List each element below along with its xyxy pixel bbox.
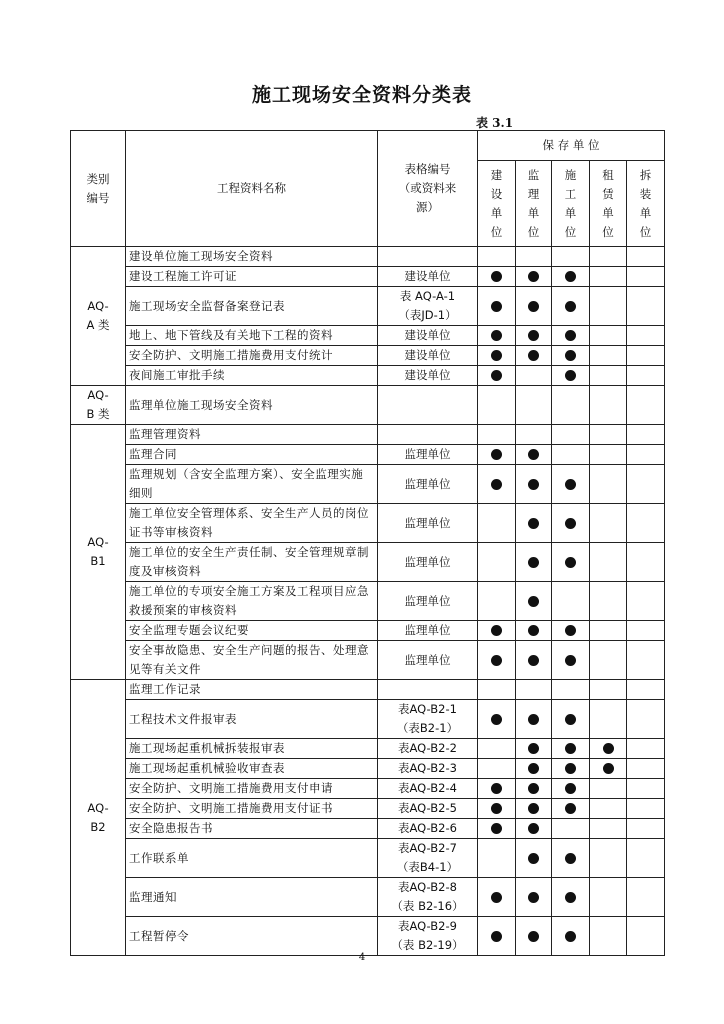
filled-circle-icon xyxy=(565,271,576,282)
filled-circle-icon xyxy=(491,803,502,814)
page-number: 4 xyxy=(358,952,366,963)
keep-unit-dismantle xyxy=(627,247,665,267)
filled-circle-icon xyxy=(565,350,576,361)
keep-unit-dismantle xyxy=(627,819,665,839)
item-name: 施工现场起重机械验收审查表 xyxy=(126,759,378,779)
keep-unit-build xyxy=(478,445,516,465)
keep-unit-construct xyxy=(552,739,590,759)
filled-circle-icon xyxy=(491,655,502,666)
keep-unit-construct xyxy=(552,247,590,267)
keep-unit-dismantle xyxy=(627,641,665,680)
keep-unit-supervise xyxy=(516,465,552,504)
keep-unit-construct xyxy=(552,641,590,680)
filled-circle-icon xyxy=(528,853,539,864)
filled-circle-icon xyxy=(603,743,614,754)
keep-unit-lease xyxy=(590,425,627,445)
keep-unit-supervise xyxy=(516,759,552,779)
keep-unit-dismantle xyxy=(627,425,665,445)
item-name: 施工单位的专项安全施工方案及工程项目应急救援预案的审核资料 xyxy=(126,582,378,621)
form-code: 监理单位 xyxy=(378,641,478,680)
item-name: 监理合同 xyxy=(126,445,378,465)
table-row xyxy=(71,799,665,819)
keep-unit-build xyxy=(478,641,516,680)
keep-unit-build xyxy=(478,799,516,819)
keep-unit-build xyxy=(478,267,516,287)
form-code: 表AQ-B2-9 （表 B2-19） xyxy=(378,917,478,956)
filled-circle-icon xyxy=(528,625,539,636)
keep-unit-supervise xyxy=(516,445,552,465)
table-row xyxy=(71,759,665,779)
keep-unit-lease xyxy=(590,759,627,779)
table-row xyxy=(71,267,665,287)
header-unit-supervise: 监 理 单 位 xyxy=(516,161,552,247)
filled-circle-icon xyxy=(528,596,539,607)
keep-unit-construct xyxy=(552,621,590,641)
table-row xyxy=(71,504,665,543)
keep-unit-supervise xyxy=(516,739,552,759)
form-code: 监理单位 xyxy=(378,465,478,504)
keep-unit-lease xyxy=(590,386,627,425)
keep-unit-build xyxy=(478,819,516,839)
keep-unit-lease xyxy=(590,543,627,582)
filled-circle-icon xyxy=(565,625,576,636)
keep-unit-build xyxy=(478,366,516,386)
keep-unit-dismantle xyxy=(627,582,665,621)
keep-unit-supervise xyxy=(516,326,552,346)
filled-circle-icon xyxy=(491,823,502,834)
category-cell: AQ- B 类 xyxy=(71,386,126,425)
form-code: 表AQ-B2-6 xyxy=(378,819,478,839)
form-code: 表AQ-B2-7 （表B4-1） xyxy=(378,839,478,878)
keep-unit-construct xyxy=(552,465,590,504)
item-name: 工作联系单 xyxy=(126,839,378,878)
header-keep-unit: 保 存 单 位 xyxy=(478,131,665,161)
item-name: 工程技术文件报审表 xyxy=(126,700,378,739)
filled-circle-icon xyxy=(491,714,502,725)
item-name: 建设单位施工现场安全资料 xyxy=(126,247,378,267)
keep-unit-build xyxy=(478,425,516,445)
item-name: 监理工作记录 xyxy=(126,680,378,700)
keep-unit-lease xyxy=(590,819,627,839)
filled-circle-icon xyxy=(491,479,502,490)
keep-unit-construct xyxy=(552,799,590,819)
keep-unit-construct xyxy=(552,700,590,739)
keep-unit-lease xyxy=(590,346,627,366)
document-title: 施工现场安全资料分类表 xyxy=(251,84,472,106)
table-row xyxy=(71,641,665,680)
filled-circle-icon xyxy=(528,892,539,903)
filled-circle-icon xyxy=(528,449,539,460)
keep-unit-construct xyxy=(552,267,590,287)
item-name: 施工单位的安全生产责任制、安全管理规章制度及审核资料 xyxy=(126,543,378,582)
table-row xyxy=(71,465,665,504)
filled-circle-icon xyxy=(491,931,502,942)
keep-unit-build xyxy=(478,839,516,878)
keep-unit-lease xyxy=(590,799,627,819)
form-code: 表AQ-B2-1 （表B2-1） xyxy=(378,700,478,739)
keep-unit-lease xyxy=(590,287,627,326)
keep-unit-dismantle xyxy=(627,267,665,287)
keep-unit-dismantle xyxy=(627,878,665,917)
item-name: 施工现场起重机械拆装报审表 xyxy=(126,739,378,759)
keep-unit-supervise xyxy=(516,700,552,739)
keep-unit-construct xyxy=(552,819,590,839)
header-unit-lease: 租 赁 单 位 xyxy=(590,161,627,247)
keep-unit-lease xyxy=(590,839,627,878)
form-code: 监理单位 xyxy=(378,582,478,621)
filled-circle-icon xyxy=(491,625,502,636)
filled-circle-icon xyxy=(491,370,502,381)
keep-unit-construct xyxy=(552,759,590,779)
keep-unit-build xyxy=(478,247,516,267)
item-name: 监理管理资料 xyxy=(126,425,378,445)
header-category: 类别 编号 xyxy=(71,131,126,247)
keep-unit-supervise xyxy=(516,839,552,878)
table-row xyxy=(71,917,665,956)
item-name: 夜间施工审批手续 xyxy=(126,366,378,386)
filled-circle-icon xyxy=(528,743,539,754)
keep-unit-lease xyxy=(590,267,627,287)
keep-unit-supervise xyxy=(516,582,552,621)
filled-circle-icon xyxy=(528,714,539,725)
table-number: 表 3.1 xyxy=(476,116,514,130)
keep-unit-lease xyxy=(590,641,627,680)
keep-unit-dismantle xyxy=(627,917,665,956)
header-unit-dismantle: 拆 装 单 位 xyxy=(627,161,665,247)
form-code: 监理单位 xyxy=(378,543,478,582)
item-name: 施工单位安全管理体系、安全生产人员的岗位证书等审核资料 xyxy=(126,504,378,543)
form-code: 表AQ-B2-5 xyxy=(378,799,478,819)
keep-unit-build xyxy=(478,346,516,366)
category-cell: AQ- B2 xyxy=(71,680,126,956)
keep-unit-dismantle xyxy=(627,839,665,878)
item-name: 地上、地下管线及有关地下工程的资料 xyxy=(126,326,378,346)
safety-data-classification-table xyxy=(70,130,665,956)
keep-unit-build xyxy=(478,759,516,779)
table-row xyxy=(71,739,665,759)
keep-unit-build xyxy=(478,326,516,346)
keep-unit-supervise xyxy=(516,799,552,819)
filled-circle-icon xyxy=(565,301,576,312)
keep-unit-dismantle xyxy=(627,287,665,326)
keep-unit-supervise xyxy=(516,366,552,386)
keep-unit-construct xyxy=(552,582,590,621)
table-row xyxy=(71,543,665,582)
form-code: 表AQ-B2-4 xyxy=(378,779,478,799)
header-unit-build: 建 设 单 位 xyxy=(478,161,516,247)
keep-unit-build xyxy=(478,543,516,582)
keep-unit-dismantle xyxy=(627,621,665,641)
filled-circle-icon xyxy=(565,518,576,529)
keep-unit-supervise xyxy=(516,386,552,425)
keep-unit-build xyxy=(478,621,516,641)
keep-unit-build xyxy=(478,917,516,956)
item-name: 监理规划（含安全监理方案）、安全监理实施细则 xyxy=(126,465,378,504)
header-unit-construct: 施 工 单 位 xyxy=(552,161,590,247)
filled-circle-icon xyxy=(528,823,539,834)
filled-circle-icon xyxy=(565,714,576,725)
table-row xyxy=(71,779,665,799)
form-code xyxy=(378,386,478,425)
keep-unit-lease xyxy=(590,247,627,267)
keep-unit-lease xyxy=(590,326,627,346)
keep-unit-supervise xyxy=(516,543,552,582)
keep-unit-construct xyxy=(552,839,590,878)
keep-unit-construct xyxy=(552,917,590,956)
keep-unit-lease xyxy=(590,779,627,799)
filled-circle-icon xyxy=(491,330,502,341)
filled-circle-icon xyxy=(491,449,502,460)
header-name: 工程资料名称 xyxy=(126,131,378,247)
item-name: 施工现场安全监督备案登记表 xyxy=(126,287,378,326)
filled-circle-icon xyxy=(528,271,539,282)
keep-unit-lease xyxy=(590,680,627,700)
filled-circle-icon xyxy=(565,783,576,794)
keep-unit-supervise xyxy=(516,878,552,917)
keep-unit-build xyxy=(478,779,516,799)
table-row xyxy=(71,839,665,878)
filled-circle-icon xyxy=(491,892,502,903)
form-code: 建设单位 xyxy=(378,366,478,386)
form-code: 监理单位 xyxy=(378,504,478,543)
keep-unit-supervise xyxy=(516,641,552,680)
table-row xyxy=(71,326,665,346)
keep-unit-build xyxy=(478,386,516,425)
item-name: 工程暂停令 xyxy=(126,917,378,956)
keep-unit-dismantle xyxy=(627,779,665,799)
keep-unit-lease xyxy=(590,739,627,759)
keep-unit-lease xyxy=(590,878,627,917)
table-row xyxy=(71,445,665,465)
keep-unit-dismantle xyxy=(627,799,665,819)
keep-unit-construct xyxy=(552,425,590,445)
table-row xyxy=(71,346,665,366)
filled-circle-icon xyxy=(528,763,539,774)
form-code: 监理单位 xyxy=(378,621,478,641)
table-row xyxy=(71,878,665,917)
keep-unit-lease xyxy=(590,504,627,543)
keep-unit-construct xyxy=(552,445,590,465)
filled-circle-icon xyxy=(565,853,576,864)
keep-unit-lease xyxy=(590,366,627,386)
header-form-code: 表格编号 （或资料来 源） xyxy=(378,131,478,247)
form-code: 建设单位 xyxy=(378,326,478,346)
keep-unit-lease xyxy=(590,582,627,621)
keep-unit-supervise xyxy=(516,621,552,641)
keep-unit-build xyxy=(478,700,516,739)
keep-unit-construct xyxy=(552,878,590,917)
form-code: 表AQ-B2-3 xyxy=(378,759,478,779)
table-row xyxy=(71,366,665,386)
keep-unit-supervise xyxy=(516,779,552,799)
table-row xyxy=(71,700,665,739)
keep-unit-lease xyxy=(590,700,627,739)
keep-unit-lease xyxy=(590,621,627,641)
keep-unit-dismantle xyxy=(627,680,665,700)
keep-unit-dismantle xyxy=(627,700,665,739)
table-row xyxy=(71,425,665,445)
keep-unit-dismantle xyxy=(627,326,665,346)
keep-unit-supervise xyxy=(516,346,552,366)
filled-circle-icon xyxy=(565,763,576,774)
filled-circle-icon xyxy=(565,370,576,381)
keep-unit-supervise xyxy=(516,267,552,287)
table-row xyxy=(71,386,665,425)
table-row xyxy=(71,621,665,641)
table-row xyxy=(71,680,665,700)
form-code xyxy=(378,425,478,445)
table-row xyxy=(71,582,665,621)
filled-circle-icon xyxy=(565,330,576,341)
filled-circle-icon xyxy=(565,557,576,568)
keep-unit-dismantle xyxy=(627,465,665,504)
filled-circle-icon xyxy=(528,330,539,341)
item-name: 建设工程施工许可证 xyxy=(126,267,378,287)
keep-unit-dismantle xyxy=(627,445,665,465)
item-name: 安全监理专题会议纪要 xyxy=(126,621,378,641)
keep-unit-build xyxy=(478,878,516,917)
form-code xyxy=(378,680,478,700)
keep-unit-dismantle xyxy=(627,386,665,425)
form-code: 建设单位 xyxy=(378,267,478,287)
keep-unit-construct xyxy=(552,504,590,543)
item-name: 安全防护、文明施工措施费用支付申请 xyxy=(126,779,378,799)
filled-circle-icon xyxy=(491,271,502,282)
keep-unit-lease xyxy=(590,917,627,956)
item-name: 安全防护、文明施工措施费用支付统计 xyxy=(126,346,378,366)
item-name: 监理通知 xyxy=(126,878,378,917)
keep-unit-construct xyxy=(552,386,590,425)
keep-unit-construct xyxy=(552,346,590,366)
keep-unit-construct xyxy=(552,543,590,582)
filled-circle-icon xyxy=(565,892,576,903)
item-name: 安全隐患报告书 xyxy=(126,819,378,839)
keep-unit-supervise xyxy=(516,819,552,839)
keep-unit-dismantle xyxy=(627,366,665,386)
form-code: 建设单位 xyxy=(378,346,478,366)
keep-unit-dismantle xyxy=(627,543,665,582)
form-code xyxy=(378,247,478,267)
keep-unit-lease xyxy=(590,445,627,465)
item-name: 安全事故隐患、安全生产问题的报告、处理意见等有关文件 xyxy=(126,641,378,680)
keep-unit-supervise xyxy=(516,425,552,445)
filled-circle-icon xyxy=(491,350,502,361)
table-row xyxy=(71,247,665,267)
filled-circle-icon xyxy=(528,518,539,529)
keep-unit-build xyxy=(478,465,516,504)
filled-circle-icon xyxy=(528,479,539,490)
filled-circle-icon xyxy=(528,350,539,361)
filled-circle-icon xyxy=(565,743,576,754)
item-name: 监理单位施工现场安全资料 xyxy=(126,386,378,425)
filled-circle-icon xyxy=(528,783,539,794)
filled-circle-icon xyxy=(491,783,502,794)
form-code: 表AQ-B2-2 xyxy=(378,739,478,759)
keep-unit-supervise xyxy=(516,917,552,956)
keep-unit-build xyxy=(478,739,516,759)
form-code: 表 AQ-A-1 （表JD-1） xyxy=(378,287,478,326)
filled-circle-icon xyxy=(565,931,576,942)
keep-unit-construct xyxy=(552,287,590,326)
keep-unit-construct xyxy=(552,326,590,346)
filled-circle-icon xyxy=(528,931,539,942)
filled-circle-icon xyxy=(528,655,539,666)
filled-circle-icon xyxy=(565,479,576,490)
table-row xyxy=(71,819,665,839)
keep-unit-dismantle xyxy=(627,739,665,759)
filled-circle-icon xyxy=(528,803,539,814)
form-code: 表AQ-B2-8 （表 B2-16） xyxy=(378,878,478,917)
filled-circle-icon xyxy=(565,655,576,666)
keep-unit-supervise xyxy=(516,287,552,326)
keep-unit-build xyxy=(478,504,516,543)
keep-unit-dismantle xyxy=(627,759,665,779)
keep-unit-supervise xyxy=(516,504,552,543)
keep-unit-dismantle xyxy=(627,346,665,366)
keep-unit-supervise xyxy=(516,247,552,267)
filled-circle-icon xyxy=(491,301,502,312)
keep-unit-supervise xyxy=(516,680,552,700)
category-cell: AQ- A 类 xyxy=(71,247,126,386)
keep-unit-build xyxy=(478,287,516,326)
form-code: 监理单位 xyxy=(378,445,478,465)
keep-unit-construct xyxy=(552,779,590,799)
filled-circle-icon xyxy=(565,803,576,814)
item-name: 安全防护、文明施工措施费用支付证书 xyxy=(126,799,378,819)
filled-circle-icon xyxy=(528,301,539,312)
category-cell: AQ- B1 xyxy=(71,425,126,680)
keep-unit-construct xyxy=(552,366,590,386)
keep-unit-lease xyxy=(590,465,627,504)
keep-unit-dismantle xyxy=(627,504,665,543)
filled-circle-icon xyxy=(528,557,539,568)
keep-unit-construct xyxy=(552,680,590,700)
table-row xyxy=(71,287,665,326)
keep-unit-build xyxy=(478,680,516,700)
keep-unit-build xyxy=(478,582,516,621)
filled-circle-icon xyxy=(603,763,614,774)
